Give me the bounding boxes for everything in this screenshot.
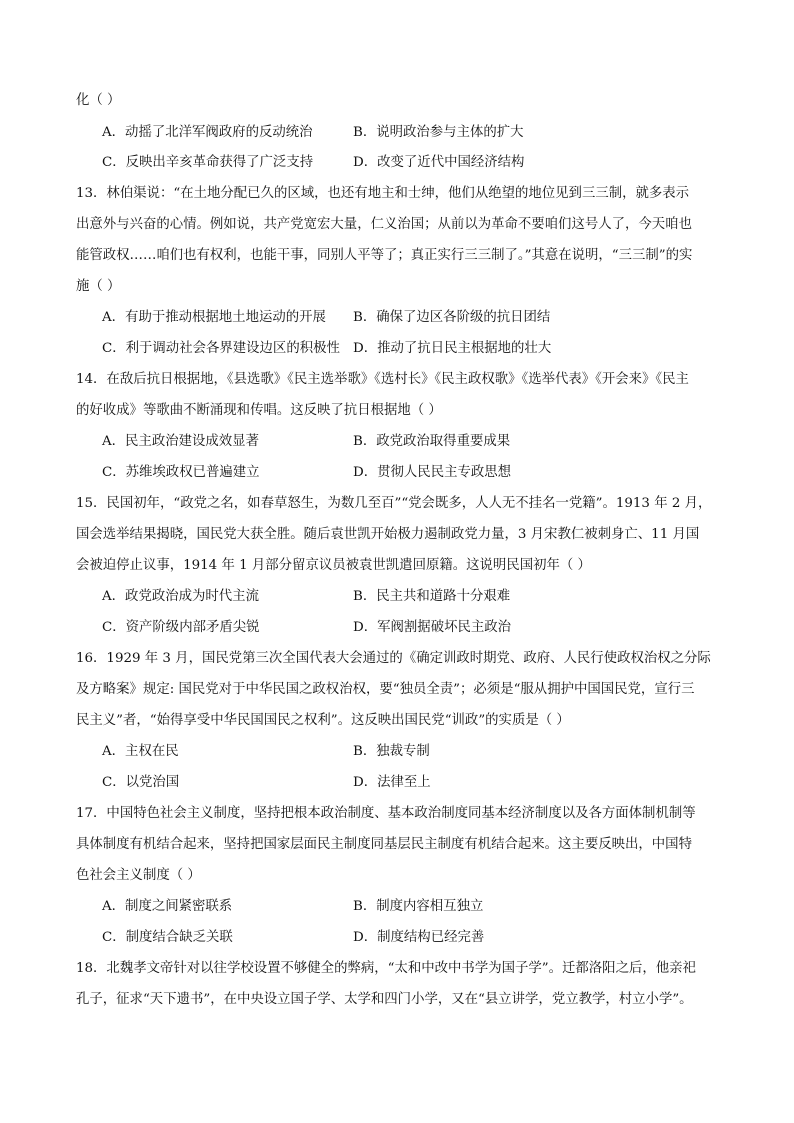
text-line: 孔子，征求“天下遗书”，在中央设立国子学、太学和四门小学，又在“县立讲学，党立教学，村立小学”。	[76, 992, 693, 1007]
text-line: 及方略案》规定: 国民党对于中华民国之政权治权，要“独员全责”；必须是“服从拥护中国国民党，宣行三	[76, 682, 695, 697]
answer-option: A．政党政治成为时代主流	[102, 589, 259, 604]
answer-option: A．有助于推动根据地土地运动的开展	[102, 310, 326, 325]
answer-option: D．推动了抗日民主根据地的壮大	[353, 341, 552, 356]
answer-option: A．民主政治建设成效显著	[102, 434, 259, 449]
answer-option: D．法律至上	[353, 775, 431, 790]
text-line: 16．1929 年 3 月，国民党第三次全国代表大会通过的《确定训政时期党、政府、人民行使政权治权之分际	[76, 651, 711, 666]
text-line: 18．北魏孝文帝针对以往学校设置不够健全的弊病，“太和中改中书学为国子学”。迁都洛阳之后，他亲祀	[76, 961, 696, 976]
answer-option: D．贯彻人民民主专政思想	[353, 465, 512, 480]
text-line: 具体制度有机结合起来，坚持把国家层面民主制度同基层民主制度有机结合起来。这主要反映出，中国特	[76, 837, 692, 852]
answer-option: A．动摇了北洋军阀政府的反动统治	[102, 125, 313, 140]
answer-option: C．以党治国	[102, 775, 180, 790]
text-line: 色社会主义制度（ ）	[76, 868, 201, 883]
text-line: 出意外与兴奋的心情。例如说，共产党宽宏大量，仁义治国；从前以为革命不要咱们这号人了，今天咱也	[76, 217, 692, 232]
answer-option: B．确保了边区各阶级的抗日团结	[353, 310, 551, 325]
answer-option: D．制度结构已经完善	[353, 930, 485, 945]
text-line: 化（ ）	[76, 93, 121, 108]
answer-option: D．改变了近代中国经济结构	[353, 155, 525, 170]
text-line: 国会选举结果揭晓，国民党大获全胜。随后袁世凯开始极力遏制政党力量，3 月宋教仁被刺身亡、11 月国	[76, 527, 700, 542]
answer-option: B．说明政治参与主体的扩大	[353, 125, 524, 140]
text-line: 会被迫停止议事，1914 年 1 月部分留京议员被袁世凯遣回原籍。这说明民国初年（ ）	[76, 558, 591, 573]
answer-option: B．制度内容相互独立	[353, 899, 484, 914]
answer-option: D．军阀割据破坏民主政治	[353, 620, 512, 635]
text-line: 15．民国初年，“政党之名，如春草怒生，为数几至百”“党会既多，人人无不挂名一党籍”。1913 年 2 月，	[76, 496, 712, 511]
answer-option: A．主权在民	[102, 744, 179, 759]
text-line: 施（ ）	[76, 279, 121, 294]
text-line: 的好收成》等歌曲不断涌现和传唱。这反映了抗日根据地（ ）	[76, 403, 442, 418]
answer-option: B．政党政治取得重要成果	[353, 434, 511, 449]
text-line: 民主义”者，“始得享受中华民国国民之权利”。这反映出国民党“训政”的实质是（ ）	[76, 713, 570, 728]
text-line: 13．林伯渠说：“在土地分配已久的区域，也还有地主和士绅，他们从绝望的地位见到三三制，就多表示	[76, 186, 690, 201]
answer-option: C．利于调动社会各界建设边区的积极性	[102, 341, 340, 356]
text-line: 14．在敌后抗日根据地，《县选歌》《民主选举歌》《选村长》《民主政权歌》《选举代表》《开会来》《民主	[76, 372, 689, 387]
answer-option: A．制度之间紧密联系	[102, 899, 233, 914]
answer-option: C．制度结合缺乏关联	[102, 930, 233, 945]
answer-option: C．资产阶级内部矛盾尖锐	[102, 620, 260, 635]
answer-option: B．民主共和道路十分艰难	[353, 589, 511, 604]
answer-option: C．苏维埃政权已普遍建立	[102, 465, 260, 480]
text-line: 能管政权……咱们也有权利，也能干事，同别人平等了；真正实行三三制了。”其意在说明，“三三制”的实	[76, 248, 693, 263]
text-line: 17．中国特色社会主义制度，坚持把根本政治制度、基本政治制度同基本经济制度以及各方面体制机制等	[76, 806, 696, 821]
answer-option: B．独裁专制	[353, 744, 430, 759]
answer-option: C．反映出辛亥革命获得了广泛支持	[102, 155, 314, 170]
